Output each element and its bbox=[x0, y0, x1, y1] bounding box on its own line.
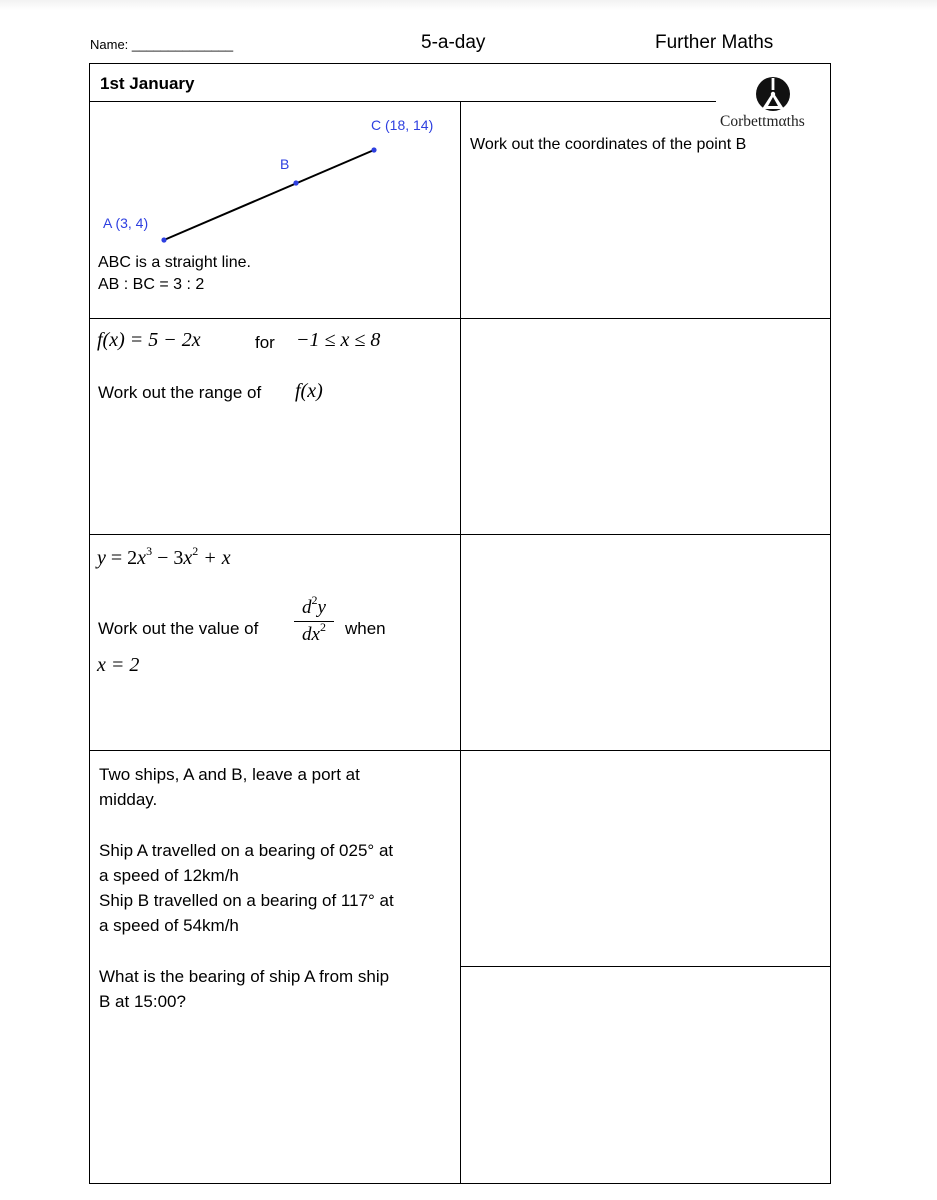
q3-eq-part1: = 2 bbox=[105, 547, 138, 569]
fraction-numerator bbox=[294, 593, 334, 619]
q4-line-4: a speed of 12km/h bbox=[99, 866, 239, 885]
q1-question: Work out the coordinates of the point B bbox=[470, 136, 747, 153]
q1-statement-2: AB : BC = 3 : 2 bbox=[98, 276, 205, 293]
corbettmaths-logo bbox=[716, 76, 830, 132]
line-segment-ac bbox=[164, 150, 374, 240]
num-exp: 2 bbox=[311, 593, 318, 607]
fraction-bar bbox=[294, 621, 334, 622]
q4-line-3: Ship A travelled on a bearing of 025° at bbox=[99, 841, 394, 860]
fraction-denominator bbox=[294, 620, 334, 646]
q3-eq-exp1: 3 bbox=[146, 544, 153, 558]
logo-text: Corbettmαths bbox=[720, 113, 805, 130]
column-divider bbox=[460, 101, 461, 1184]
worksheet-subject: Further Maths bbox=[655, 32, 774, 53]
q4-line-2: midday. bbox=[99, 790, 158, 809]
q3-x-value: x = 2 bbox=[97, 654, 140, 676]
den-exp: 2 bbox=[319, 620, 326, 634]
q2-domain: −1 ≤ x ≤ 8 bbox=[296, 329, 381, 351]
worksheet-date: 1st January bbox=[100, 74, 195, 93]
q3-eq-part3: + x bbox=[198, 547, 231, 569]
q3-eq-y: y bbox=[97, 547, 106, 569]
q3-when: when bbox=[345, 619, 386, 638]
q2-function: f(x) = 5 − 2x bbox=[97, 329, 201, 351]
num-y: y bbox=[317, 597, 326, 618]
q3-eq-x2: x bbox=[183, 547, 193, 569]
page-top-shadow bbox=[0, 0, 937, 10]
worksheet-title: 5-a-day bbox=[421, 32, 486, 53]
q2-for-word: for bbox=[255, 333, 275, 352]
point-b bbox=[293, 180, 298, 185]
point-a bbox=[161, 237, 166, 242]
name-field-label: Name: ______________ bbox=[90, 37, 234, 52]
point-c-label: C (18, 14) bbox=[371, 117, 434, 133]
answer-divider bbox=[460, 966, 831, 967]
second-derivative-fraction bbox=[294, 593, 334, 646]
point-b-label: B bbox=[280, 156, 290, 172]
q3-eq-exp2: 2 bbox=[192, 544, 199, 558]
q2-prompt: Work out the range of bbox=[98, 383, 262, 402]
title-row-divider bbox=[89, 101, 717, 102]
point-c bbox=[371, 147, 376, 152]
num-d: d bbox=[302, 597, 312, 618]
q4-line-6: a speed of 54km/h bbox=[99, 916, 239, 935]
q3-prompt: Work out the value of bbox=[98, 619, 259, 638]
q4-line-1: Two ships, A and B, leave a port at bbox=[99, 765, 360, 784]
q1-statement-1: ABC is a straight line. bbox=[98, 254, 251, 271]
point-a-label: A (3, 4) bbox=[103, 215, 149, 231]
q2-prompt-math: f(x) bbox=[295, 380, 323, 402]
q3-eq-part2: − 3 bbox=[152, 547, 184, 569]
q3-equation bbox=[97, 546, 231, 571]
q4-line-7: What is the bearing of ship A from ship bbox=[99, 967, 390, 986]
line-abc-diagram bbox=[95, 110, 455, 250]
den-dx: dx bbox=[302, 624, 320, 645]
q3-eq-x1: x bbox=[137, 547, 147, 569]
q4-line-5: Ship B travelled on a bearing of 117° at bbox=[99, 891, 394, 910]
corbettmaths-logo-icon bbox=[754, 76, 792, 112]
q4-line-8: B at 15:00? bbox=[99, 992, 186, 1011]
